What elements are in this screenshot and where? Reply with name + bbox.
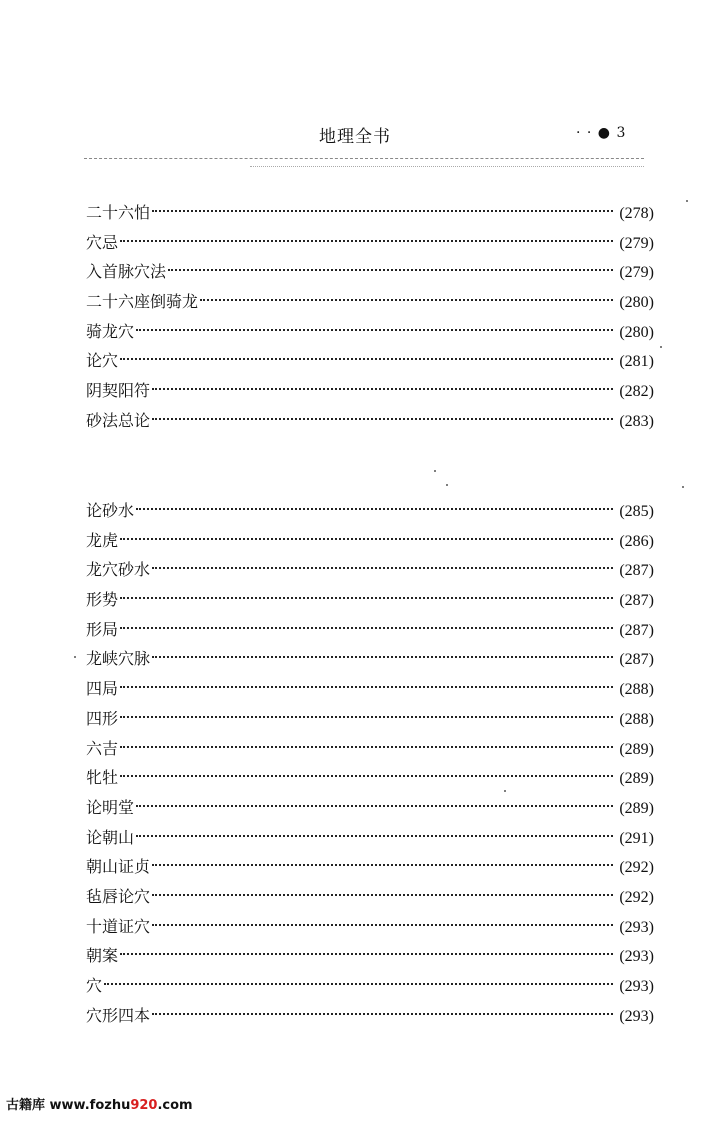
toc-entry-page: (291) (619, 829, 654, 847)
toc-entry-title: 砂法总论 (86, 410, 151, 430)
toc-entry-title: 穴形四本 (86, 1005, 151, 1025)
dot-leader (120, 627, 613, 629)
toc-entry-page: (293) (619, 978, 654, 995)
toc-entry-page: (285) (619, 503, 654, 520)
toc-entry[interactable] (86, 941, 654, 971)
toc-entry[interactable] (86, 555, 654, 585)
dot-leader (120, 746, 613, 748)
toc-group-2 (86, 496, 654, 1030)
toc-entry-title: 骑龙穴 (86, 321, 135, 341)
scan-speck (434, 470, 436, 472)
dot-leader (120, 775, 613, 777)
toc-entry-title: 朝山证贞 (86, 857, 151, 877)
toc-entry-title: 论穴 (86, 351, 119, 371)
toc-entry-title: 十道证穴 (86, 916, 151, 936)
toc-entry[interactable] (86, 287, 654, 317)
toc-entry-page: (292) (619, 859, 654, 877)
site-watermark (6, 1094, 193, 1113)
toc-entry-page: (288) (619, 710, 654, 728)
dot-leader (152, 418, 613, 420)
toc-entry-page: (286) (619, 532, 654, 550)
dot-leader (136, 508, 613, 510)
dot-leader (152, 388, 613, 390)
header-rule (84, 158, 644, 159)
toc-entry-title: 论砂水 (86, 501, 135, 520)
toc-entry-page: (289) (619, 799, 654, 817)
toc-entry[interactable] (86, 496, 654, 526)
dot-leader (120, 716, 613, 718)
toc-entry[interactable] (86, 1001, 654, 1031)
toc-entry[interactable] (86, 793, 654, 823)
toc-entry[interactable] (86, 198, 654, 228)
toc-entry-page: (287) (619, 621, 654, 639)
toc-entry[interactable] (86, 674, 654, 704)
toc-entry[interactable] (86, 615, 654, 645)
scan-speck (446, 484, 448, 486)
toc-entry-page: (278) (619, 205, 654, 222)
toc-entry-page: (288) (619, 681, 654, 699)
toc-entry[interactable] (86, 912, 654, 942)
header-rule-secondary (250, 166, 644, 167)
dot-leader (168, 269, 613, 271)
toc-entry-page: (282) (619, 383, 654, 401)
toc-entry-page: (287) (619, 651, 654, 669)
dot-leader (136, 805, 613, 807)
running-header-title: 地理全书 (319, 127, 391, 147)
toc-entry-page: (289) (619, 740, 654, 758)
toc-entry[interactable] (86, 763, 654, 793)
toc-entry[interactable] (86, 644, 654, 674)
toc-entry[interactable] (86, 734, 654, 764)
dot-leader (152, 567, 613, 569)
dot-leader (152, 1013, 613, 1015)
dot-leader (120, 538, 613, 540)
dot-leader (120, 597, 613, 599)
dot-leader (120, 240, 613, 242)
toc-entry-page: (292) (619, 888, 654, 906)
toc-entry-title: 穴 (86, 976, 103, 995)
toc-entry[interactable] (86, 526, 654, 556)
toc-entry-page: (293) (619, 918, 654, 936)
toc-entry-title: 四局 (86, 679, 119, 699)
dot-leader (120, 686, 613, 688)
toc-entry[interactable] (86, 317, 654, 347)
scan-speck (686, 200, 688, 202)
toc-entry-page: (279) (619, 264, 654, 282)
toc-entry-title: 形势 (86, 590, 119, 610)
dot-leader (152, 894, 613, 896)
watermark-number: 920 (130, 1098, 158, 1113)
scan-speck (74, 656, 76, 658)
toc-entry-title: 龙虎 (86, 530, 119, 550)
toc-entry[interactable] (86, 585, 654, 615)
toc-entry-page: (287) (619, 592, 654, 610)
toc-group-1 (86, 198, 654, 436)
toc-entry-page: (281) (619, 353, 654, 371)
dot-leader (120, 953, 613, 955)
toc-entry-title: 牝牡 (86, 768, 119, 788)
watermark-domain: .com (157, 1098, 193, 1113)
dot-leader (136, 329, 613, 331)
toc-entry-title: 朝案 (86, 946, 119, 966)
watermark-text: 古籍库 www.fozhu (6, 1098, 131, 1113)
page-number: · · ● 3 (576, 125, 627, 141)
dot-leader (120, 358, 613, 360)
toc-entry[interactable] (86, 852, 654, 882)
toc-entry-title: 四形 (86, 708, 119, 728)
dot-leader (200, 299, 613, 301)
dot-leader (152, 656, 613, 658)
dot-leader (104, 983, 613, 985)
toc-entry-page: (280) (619, 294, 654, 312)
scan-speck (504, 790, 506, 792)
dot-leader (152, 210, 613, 212)
toc-entry-title: 形局 (86, 619, 119, 639)
toc-entry[interactable] (86, 823, 654, 853)
toc-entry[interactable] (86, 882, 654, 912)
toc-entry-page: (279) (619, 234, 654, 252)
toc-entry[interactable] (86, 257, 654, 287)
toc-entry-title: 二十六座倒骑龙 (86, 292, 199, 312)
toc-entry-page: (289) (619, 770, 654, 788)
toc-entry-title: 毡唇论穴 (86, 886, 151, 906)
dot-leader (136, 835, 613, 837)
toc-entry[interactable] (86, 971, 654, 1001)
toc-entry-title: 论朝山 (86, 827, 135, 847)
toc-entry-page: (293) (619, 1007, 654, 1025)
toc-entry[interactable] (86, 228, 654, 258)
scan-speck (660, 346, 662, 348)
toc-entry-page: (293) (619, 948, 654, 966)
toc-entry-title: 阴契阳符 (86, 381, 151, 401)
toc-entry-title: 六吉 (86, 738, 119, 758)
toc-entry[interactable] (86, 406, 654, 436)
toc-entry-title: 二十六怕 (86, 203, 151, 222)
toc-entry[interactable] (86, 376, 654, 406)
toc-entry-page: (280) (619, 323, 654, 341)
scan-speck (682, 486, 684, 488)
dot-leader (152, 864, 613, 866)
toc-entry-title: 入首脉穴法 (86, 262, 167, 282)
toc-entry-page: (283) (619, 412, 654, 430)
toc-entry-page: (287) (619, 562, 654, 580)
toc-entry-title: 龙穴砂水 (86, 560, 151, 580)
toc-entry-title: 穴忌 (86, 232, 119, 252)
toc-entry[interactable] (86, 704, 654, 734)
toc-entry-title: 论明堂 (86, 797, 135, 817)
toc-entry-title: 龙峡穴脉 (86, 649, 151, 669)
toc-entry[interactable] (86, 346, 654, 376)
dot-leader (152, 924, 613, 926)
